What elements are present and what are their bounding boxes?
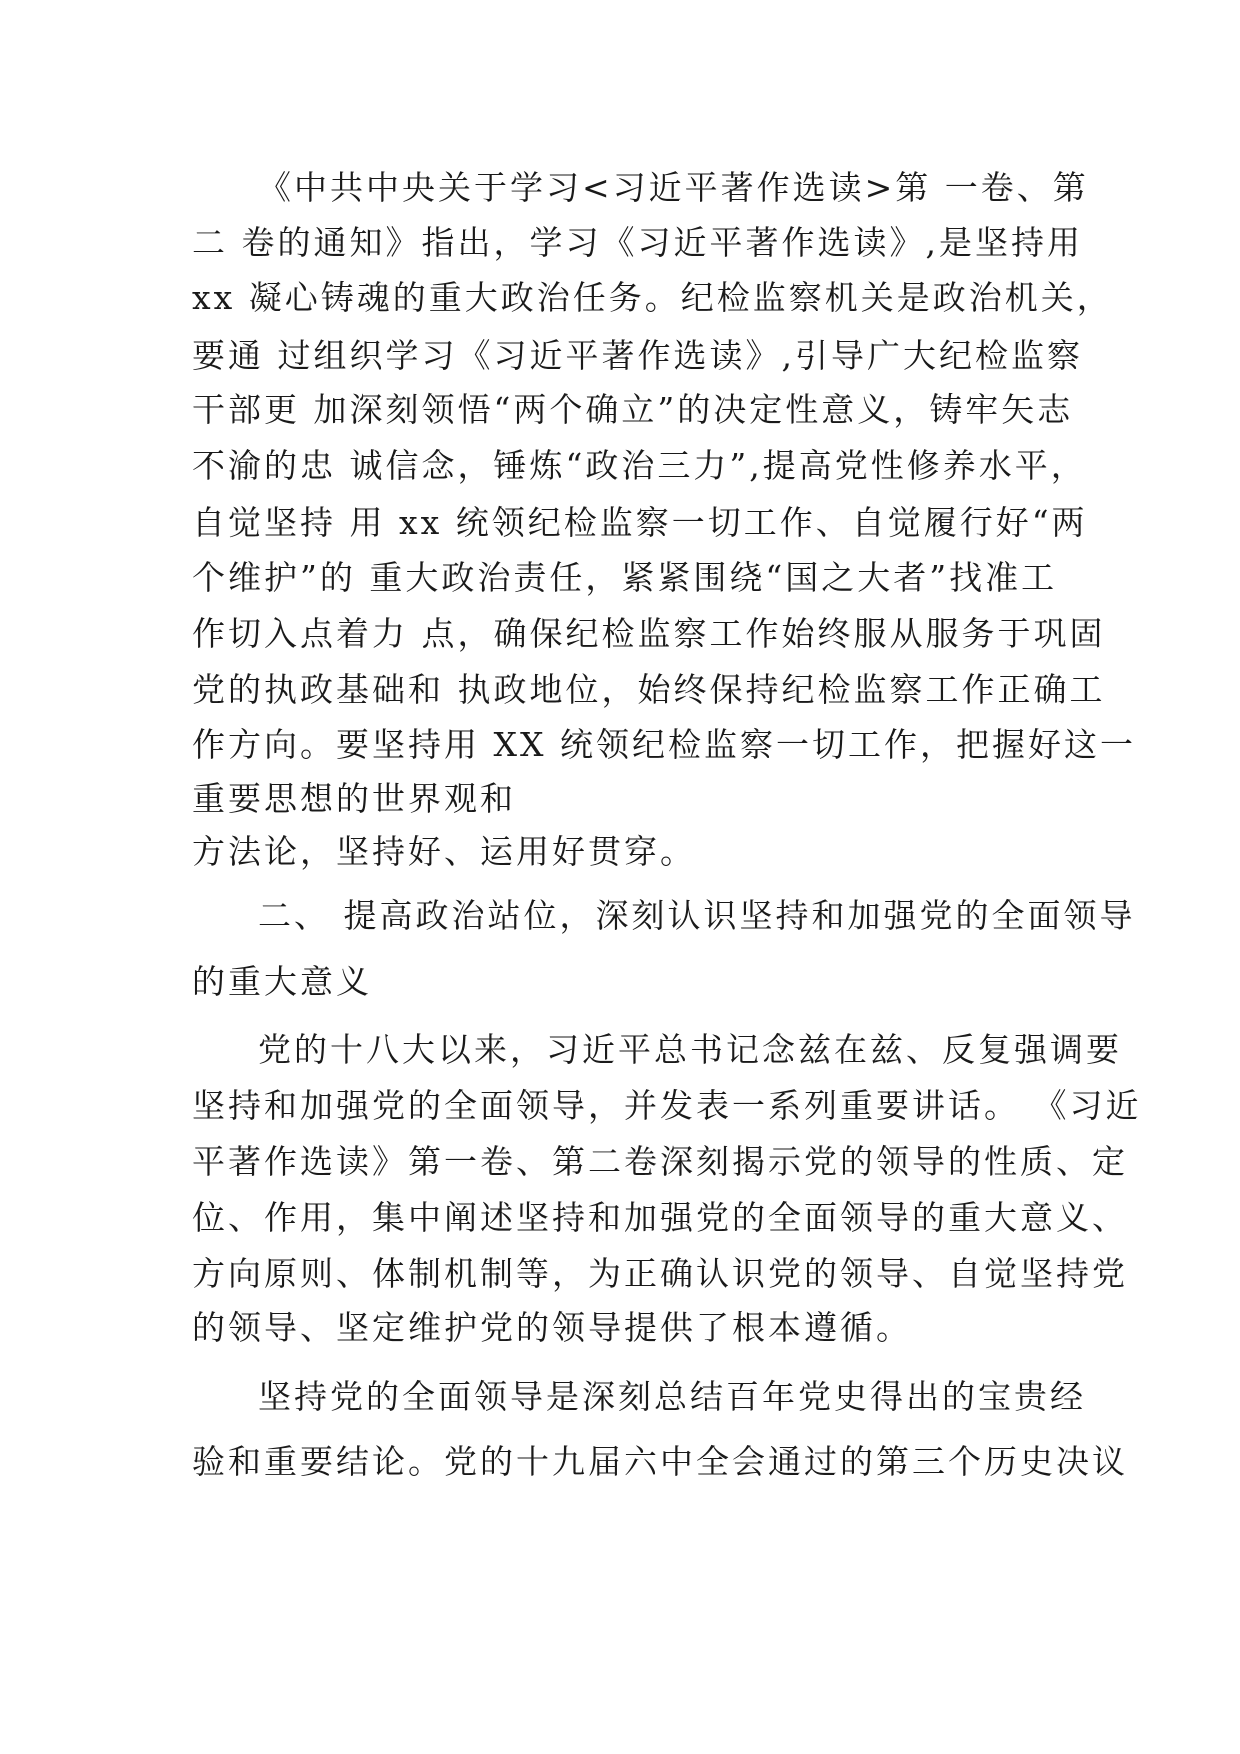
paragraph-1-line-5: 干部更 加深刻领悟“两个确立”的决定性意义，铸牢矢志 — [192, 390, 1074, 429]
paragraph-2-line-2: 坚持和加强党的全面领导，并发表一系列重要讲话。 《习近 — [192, 1086, 1142, 1125]
paragraph-1-line-13: 方法论，坚持好、运用好贯穿。 — [192, 832, 696, 871]
paragraph-2-line-1: 党的十八大以来，习近平总书记念兹在兹、反复强调要 — [258, 1030, 1122, 1069]
paragraph-1-line-7: 自觉坚持 用 xx 统领纪检监察一切工作、自觉履行好“两 — [192, 503, 1088, 542]
paragraph-3-line-2: 验和重要结论。党的十九届六中全会通过的第三个历史决议 — [192, 1442, 1128, 1481]
paragraph-3-line-1: 坚持党的全面领导是深刻总结百年党史得出的宝贵经 — [258, 1377, 1086, 1416]
paragraph-1-line-2: 二 卷的通知》指出，学习《习近平著作选读》,是坚持用 — [192, 223, 1083, 262]
paragraph-1-line-3: xx 凝心铸魂的重大政治任务。纪检监察机关是政治机关， — [192, 278, 1113, 317]
paragraph-2-line-5: 方向原则、体制机制等，为正确认识党的领导、自觉坚持党 — [192, 1254, 1128, 1293]
paragraph-2-line-4: 位、作用，集中阐述坚持和加强党的全面领导的重大意义、 — [192, 1198, 1128, 1237]
paragraph-1-line-6: 不渝的忠 诚信念，锤炼“政治三力”,提高党性修养水平， — [192, 446, 1087, 485]
paragraph-1-line-11: 作方向。要坚持用 XX 统领纪检监察一切工作，把握好这一 — [192, 725, 1136, 764]
paragraph-1-line-8: 个维护”的 重大政治责任，紧紧围绕“国之大者”找准工 — [192, 558, 1058, 597]
paragraph-1-line-9: 作切入点着力 点，确保纪检监察工作始终服从服务于巩固 — [192, 614, 1106, 653]
section-heading-2-line-1: 二、 提高政治站位，深刻认识坚持和加强党的全面领导 — [258, 896, 1136, 935]
paragraph-1-line-4: 要通 过组织学习《习近平著作选读》,引导广大纪检监察 — [192, 336, 1083, 375]
paragraph-1-line-12: 重要思想的世界观和 — [192, 779, 516, 818]
section-heading-2-line-2: 的重大意义 — [192, 962, 372, 1001]
paragraph-1-line-10: 党的执政基础和 执政地位，始终保持纪检监察工作正确工 — [192, 670, 1106, 709]
paragraph-2-line-6: 的领导、坚定维护党的领导提供了根本遵循。 — [192, 1308, 912, 1347]
paragraph-2-line-3: 平著作选读》第一卷、第二卷深刻揭示党的领导的性质、定 — [192, 1142, 1128, 1181]
paragraph-1-line-1: 《中共中央关于学习<习近平著作选读>第 一卷、第 — [258, 168, 1089, 207]
